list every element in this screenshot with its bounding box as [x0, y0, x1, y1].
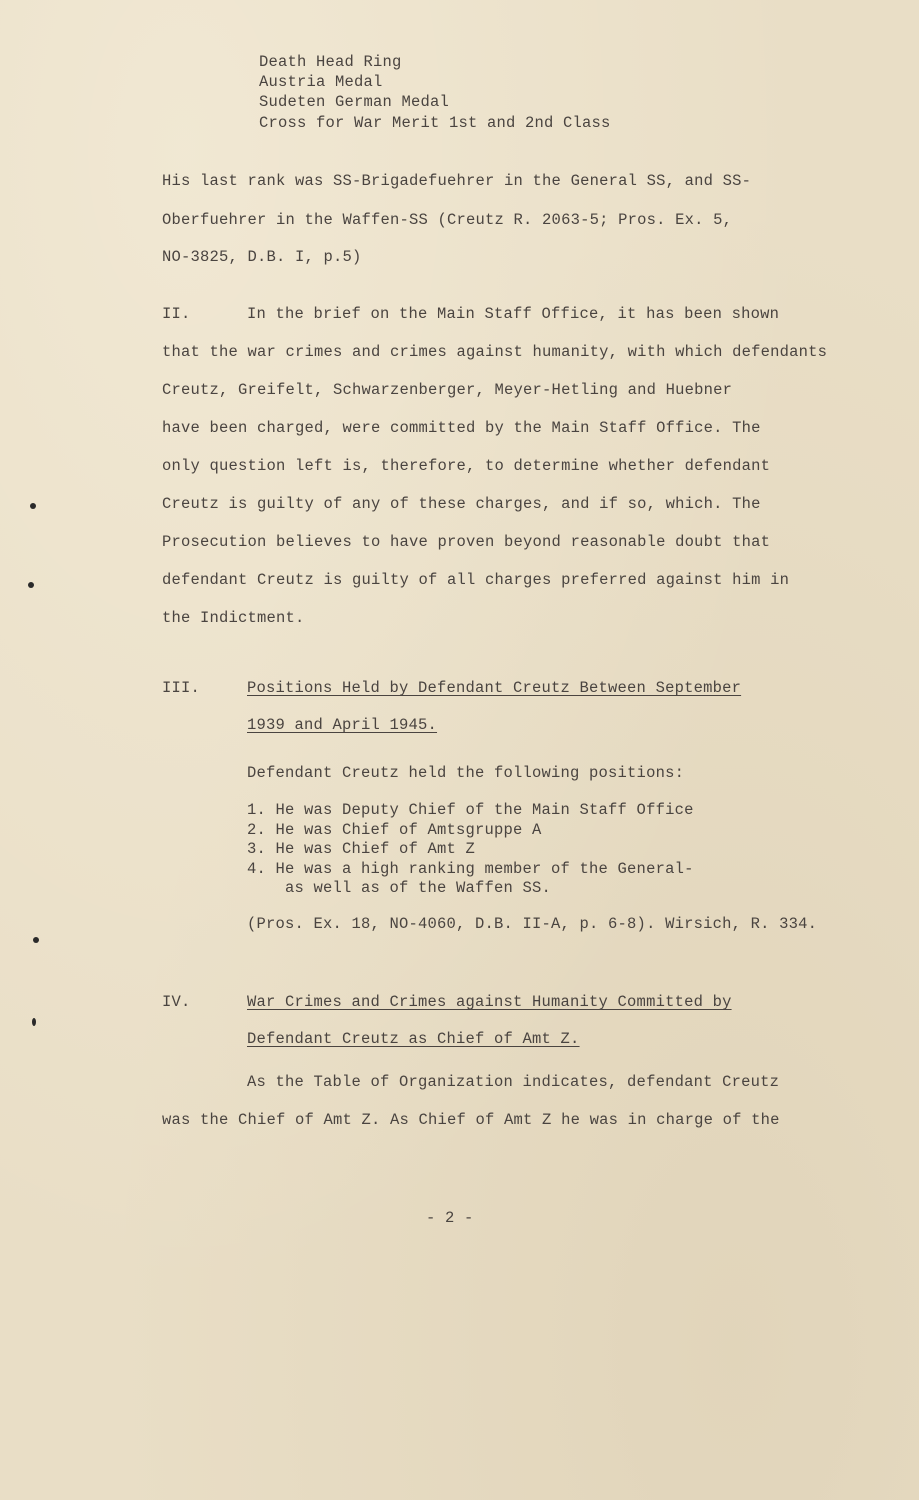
paragraph-line: have been charged, were committed by the Main Staff Office. The	[162, 419, 761, 437]
section-heading: War Crimes and Crimes against Humanity Committed by	[247, 993, 732, 1011]
list-item: as well as of the Waffen SS.	[247, 879, 552, 897]
paragraph-line: was the Chief of Amt Z. As Chief of Amt Z he was in charge of the	[162, 1111, 780, 1129]
page-number: - 2 -	[426, 1209, 474, 1227]
citation: (Pros. Ex. 18, NO-4060, D.B. II-A, p. 6-8). Wirsich, R. 334.	[247, 915, 818, 933]
paragraph-line: that the war crimes and crimes against humanity, with which defendants	[162, 343, 828, 361]
paragraph-line: Creutz is guilty of any of these charges, and if so, which. The	[162, 495, 761, 513]
list-item: 4. He was a high ranking member of the General-	[247, 860, 694, 878]
paragraph-line: only question left is, therefore, to determine whether defendant	[162, 457, 771, 475]
decoration-item: Death Head Ring	[259, 53, 402, 71]
section-heading: Positions Held by Defendant Creutz Between September	[247, 679, 742, 697]
paragraph-line: His last rank was SS-Brigadefuehrer in the General SS, and SS-	[162, 172, 752, 190]
punch-hole-mark	[30, 503, 36, 509]
section-number: III.	[162, 679, 201, 697]
list-item: 2. He was Chief of Amtsgruppe A	[247, 821, 542, 839]
paragraph-line: defendant Creutz is guilty of all charges preferred against him in	[162, 571, 790, 589]
punch-hole-mark	[33, 937, 39, 943]
paragraph-line: Creutz, Greifelt, Schwarzenberger, Meyer-Hetling and Huebner	[162, 381, 733, 399]
paragraph-line: In the brief on the Main Staff Office, it has been shown	[247, 305, 780, 323]
section-number: II.	[162, 305, 191, 323]
section-number: IV.	[162, 993, 191, 1011]
paragraph-line: Defendant Creutz held the following positions:	[247, 764, 685, 782]
section-heading: 1939 and April 1945.	[247, 716, 438, 734]
decoration-item: Cross for War Merit 1st and 2nd Class	[259, 114, 611, 132]
paragraph-line: the Indictment.	[162, 609, 305, 627]
punch-hole-mark	[28, 582, 34, 588]
list-item: 3. He was Chief of Amt Z	[247, 840, 476, 858]
section-heading: Defendant Creutz as Chief of Amt Z.	[247, 1030, 580, 1048]
paragraph-line: NO-3825, D.B. I, p.5)	[162, 248, 362, 266]
paragraph-line: Prosecution believes to have proven beyond reasonable doubt that	[162, 533, 771, 551]
list-item: 1. He was Deputy Chief of the Main Staff Office	[247, 801, 694, 819]
paragraph-line: As the Table of Organization indicates, defendant Creutz	[247, 1073, 780, 1091]
decoration-item: Sudeten German Medal	[259, 93, 450, 111]
punch-hole-mark	[32, 1018, 36, 1026]
paragraph-line: Oberfuehrer in the Waffen-SS (Creutz R. 2063-5; Pros. Ex. 5,	[162, 211, 733, 229]
decoration-item: Austria Medal	[259, 73, 383, 91]
